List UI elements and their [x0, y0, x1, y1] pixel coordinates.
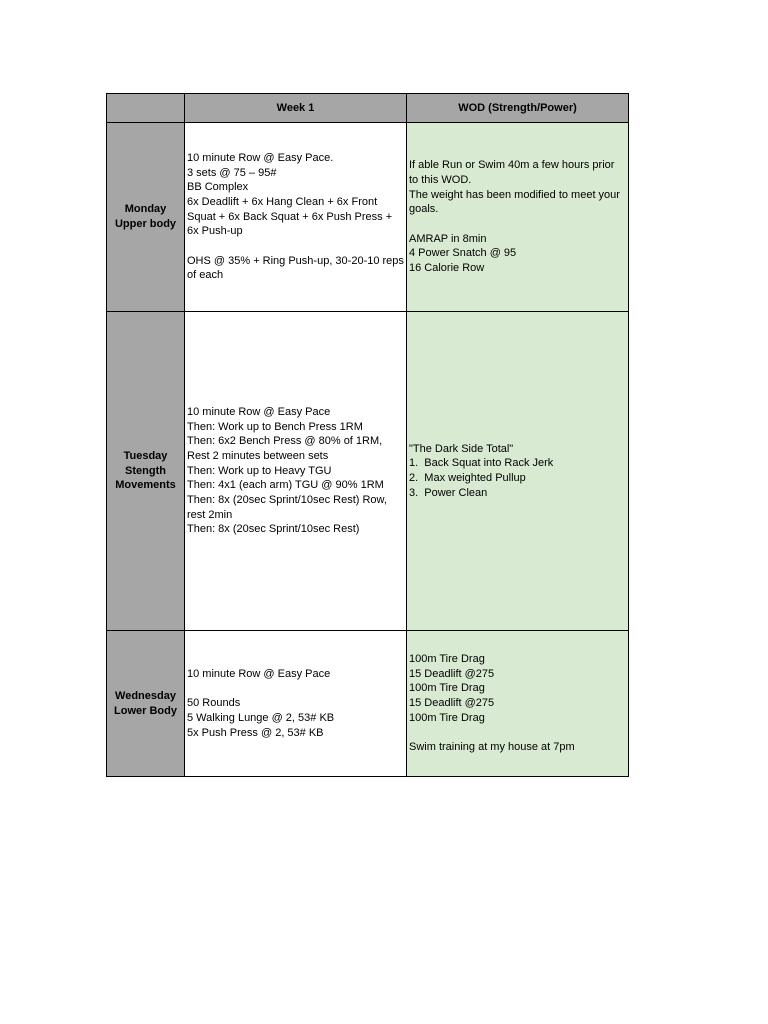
blank-line: [187, 239, 404, 254]
day-label-cell: [107, 123, 185, 312]
wod-line: 3. Power Clean: [409, 486, 488, 499]
plan-line: 5 Walking Lunge @ 2, 53# KB: [187, 711, 335, 724]
header-day-cell: [107, 94, 185, 123]
plan-line: 3 sets @ 75 – 95#: [187, 166, 277, 179]
plan-line: 10 minute Row @ Easy Pace: [187, 667, 331, 680]
day-name-line: Upper body: [114, 218, 177, 230]
plan-line: 6x Deadlift + 6x Hang Clean + 6x Front Squat + 6x Back Squat + 6x Push Press + 6x Push-up: [187, 195, 396, 238]
day-row-wednesday: [107, 631, 629, 777]
header-week-cell: Week 1: [185, 94, 407, 123]
wod-line: The weight has been modified to meet your goals.: [409, 188, 624, 216]
plan-cell: [185, 123, 407, 312]
day-name-line: Wednesday: [115, 689, 176, 702]
day-label-cell: [107, 631, 185, 777]
plan-line: 50 Rounds: [187, 697, 241, 710]
day-row-monday: [107, 123, 629, 312]
blank-line: [187, 681, 404, 696]
wod-line: Swim training at my house at 7pm: [409, 741, 575, 754]
plan-line: OHS @ 35% + Ring Push-up, 30-20-10 reps of each: [187, 254, 407, 282]
plan-line: 10 minute Row @ Easy Pace.: [187, 151, 334, 164]
header-wod-cell: WOD (Strength/Power): [407, 94, 629, 123]
day-row-tuesday: [107, 312, 629, 631]
plan-line: Then: 6x2 Bench Press @ 80% of 1RM, Rest 2 minutes between sets: [187, 435, 386, 462]
day-name-line: Tuesday: [123, 449, 168, 462]
wod-cell: [407, 312, 629, 631]
day-label-cell: [107, 312, 185, 631]
plan-cell: [185, 312, 407, 631]
wod-line: 16 Calorie Row: [409, 262, 485, 275]
plan-line: Then: 8x (20sec Sprint/10sec Rest) Row, rest 2min: [187, 494, 390, 521]
wod-line: 15 Deadlift @275: [409, 667, 495, 680]
plan-line: Then: 4x1 (each arm) TGU @ 90% 1RM: [187, 479, 384, 492]
workout-table: [106, 93, 629, 777]
wod-cell: [407, 123, 629, 312]
plan-line: BB Complex: [187, 181, 249, 194]
day-name-line: Stength: [125, 464, 166, 477]
blank-line: [409, 726, 626, 741]
wod-line: "The Dark Side Total": [409, 442, 514, 455]
wod-line: If able Run or Swim 40m a few hours prior to this WOD.: [409, 159, 618, 186]
day-name-line: Lower Body: [114, 704, 177, 717]
wod-line: 2. Max weighted Pullup: [409, 472, 526, 484]
wod-line: 100m Tire Drag: [409, 682, 485, 695]
plan-line: Then: Work up to Heavy TGU: [187, 464, 332, 477]
plan-line: Then: Work up to Bench Press 1RM: [187, 420, 363, 433]
plan-line: 10 minute Row @ Easy Pace: [187, 405, 331, 418]
wod-line: 100m Tire Drag: [409, 653, 485, 666]
wod-line: 4 Power Snatch @ 95: [409, 247, 517, 260]
day-name-line: Monday: [124, 203, 167, 216]
wod-line: 1. Back Squat into Rack Jerk: [409, 457, 554, 470]
header-row: [107, 94, 629, 123]
blank-line: [409, 217, 626, 232]
wod-line: 100m Tire Drag: [409, 711, 485, 724]
plan-line: 5x Push Press @ 2, 53# KB: [187, 726, 324, 739]
plan-line: Then: 8x (20sec Sprint/10sec Rest): [187, 523, 360, 536]
plan-cell: [185, 631, 407, 777]
wod-line: 15 Deadlift @275: [409, 697, 495, 710]
wod-line: AMRAP in 8min: [409, 232, 487, 245]
wod-cell: [407, 631, 629, 777]
day-name-line: Movements: [115, 479, 176, 492]
